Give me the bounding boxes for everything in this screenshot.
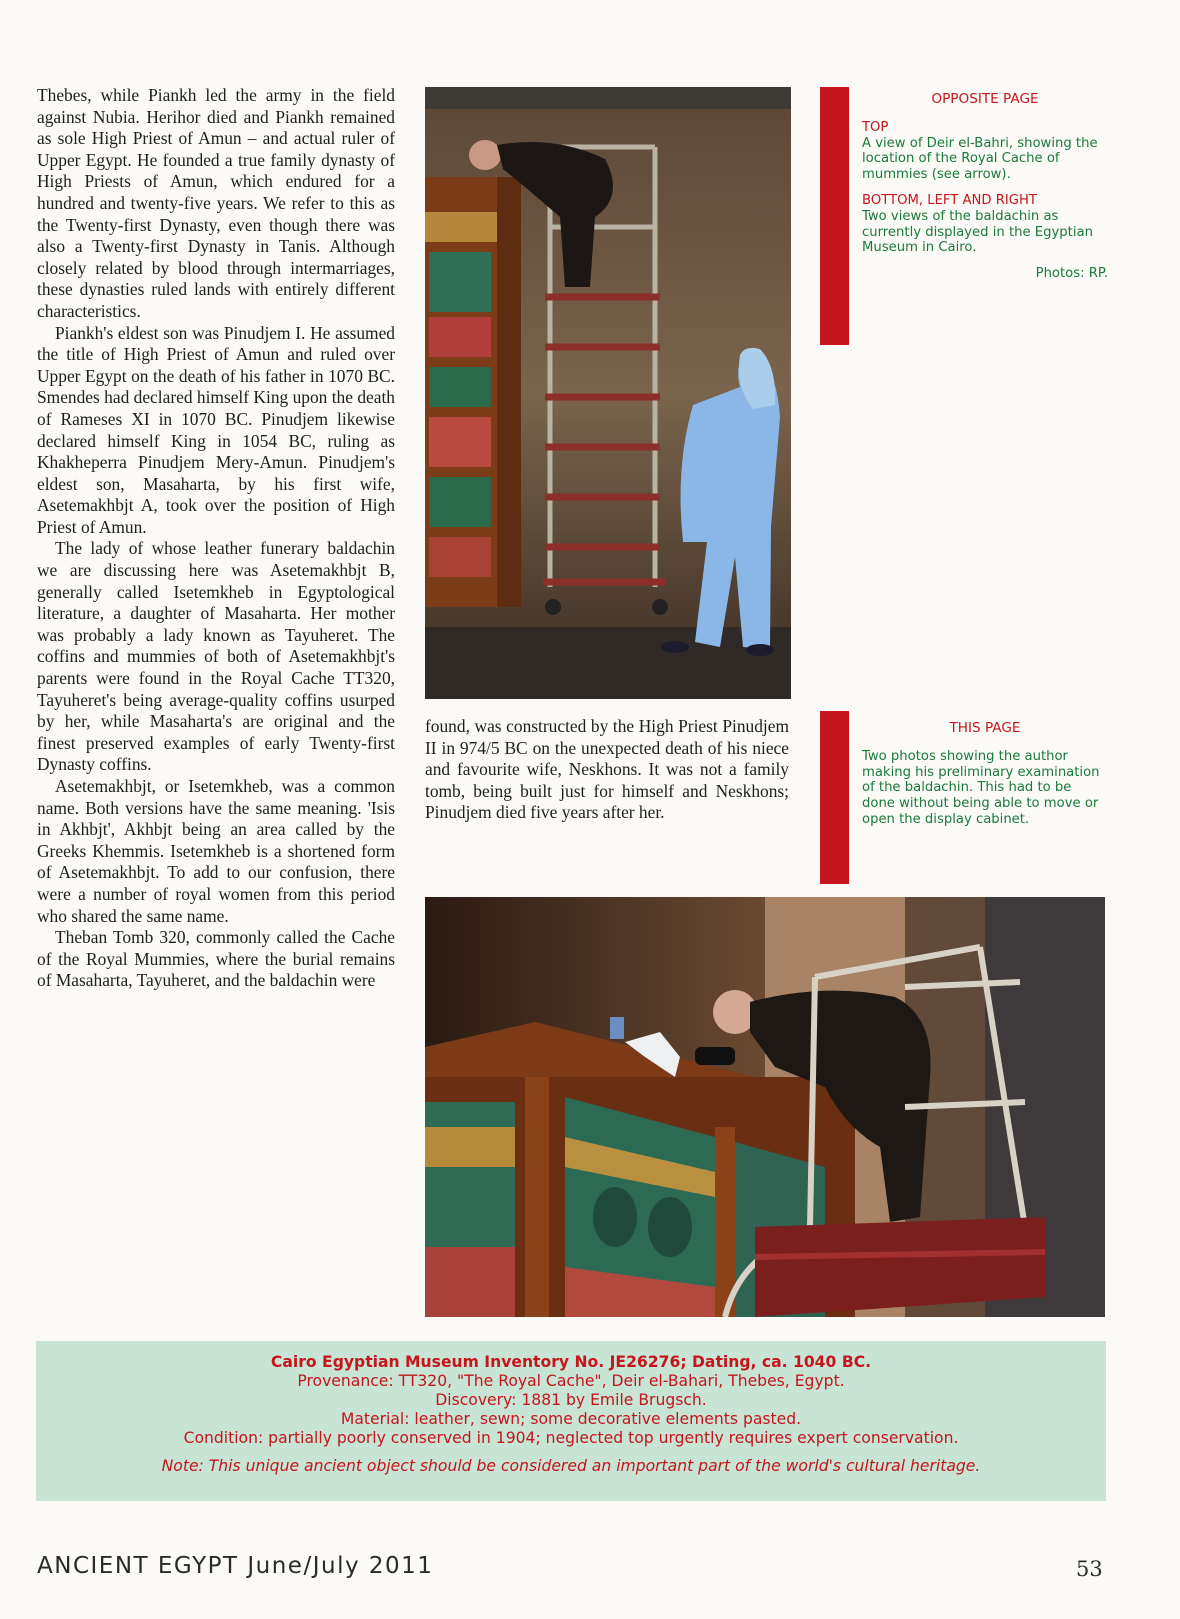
info-note: Note: This unique ancient object should be considered an important part of the world's cultural heritage. <box>161 1457 981 1475</box>
paragraph: Asetemakhbjt, or Isetemkheb, was a common name. Both versions have the same meaning. 'Isis in Akhbjt', Akhbjt being an area called by the Greeks Khemmis. Isetemkheb is a shortened form of Asetemakhbjt. To add to our confusion, there were a number of royal women from this period who shared the same name. <box>37 776 395 926</box>
paragraph: Thebes, while Piankh led the army in the field against Nubia. Herihor died and Piankh remained as sole High Priest of Amun – and actual ruler of Upper Egypt. He founded a true family dynasty of High Priests of Amun, which endured for a hundred and twenty-five years. We refer to this as the Twenty-first Dynasty, even though there was also a Twenty-first Dynasty in Tanis. Although closely related by blood through intermarriages, these dynasties ruled lands with entirely different characteristics. <box>37 85 395 321</box>
info-material: Material: leather, sewn; some decorative elements pasted. <box>340 1410 802 1428</box>
paragraph: The lady of whose leather funerary baldachin we are discussing here was Asetemakhbjt B, generally called Isetemkheb in Egyptological literature, a daughter of Masaharta. Her mother was probably a lady known as Tayuheret. The coffins and mummies of both of Asetemakhbjt's parents were found in the Royal Cache TT320, Tayuheret's being average-quality coffins usurped by her, while Masaharta's are original and the finest preserved examples of early Twenty-first Dynasty coffins. <box>37 538 395 775</box>
object-info-box <box>36 1341 1106 1501</box>
magazine-footer: ANCIENT EGYPT June/July 2011 <box>37 1553 434 1579</box>
info-condition: Condition: partially poorly conserved in 1904; neglected top urgently requires expert conservation. <box>183 1429 959 1447</box>
caption-opposite-page <box>862 92 1108 282</box>
caption-text: A view of Deir el-Bahri, showing the location of the Royal Cache of mummies (see arrow). <box>862 135 1098 183</box>
caption-this-page <box>862 721 1108 828</box>
photo-author-on-ladder <box>425 87 791 699</box>
caption-heading: THIS PAGE <box>949 720 1021 736</box>
photo-credit: Photos: RP. <box>1035 266 1108 282</box>
info-discovery: Discovery: 1881 by Emile Brugsch. <box>435 1391 707 1409</box>
caption-label: BOTTOM, LEFT AND RIGHT <box>862 192 1037 208</box>
caption-accent-bar <box>820 711 849 884</box>
page-number: 53 <box>1076 1557 1103 1581</box>
info-provenance: Provenance: TT320, "The Royal Cache", Deir el-Bahari, Thebes, Egypt. <box>297 1372 845 1390</box>
paragraph: Piankh's eldest son was Pinudjem I. He assumed the title of High Priest of Amun and ruled over Upper Egypt on the death of his father in 1070 BC. Smendes had declared himself King upon the death of Rameses XI in 1070 BC. Pinudjem likewise declared himself King in 1054 BC, ruling as Khakheperra Pinudjem Mery-Amun. Pinudjem's eldest son, Masaharta, by his first wife, Asetemakhbjt A, took over the position of High Priest of Amun. <box>37 322 395 537</box>
paragraph: Theban Tomb 320, commonly called the Cache of the Royal Mummies, where the burial remains of Masaharta, Tayuheret, and the baldachin were <box>37 927 395 991</box>
article-column-2 <box>425 716 789 824</box>
caption-label: TOP <box>862 119 889 135</box>
info-inventory: Cairo Egyptian Museum Inventory No. JE26276; Dating, ca. 1040 BC. <box>270 1353 872 1371</box>
article-column-1 <box>37 85 395 992</box>
caption-text: Two views of the baldachin as currently displayed in the Egyptian Museum in Cairo. <box>862 208 1093 256</box>
caption-text: Two photos showing the author making his preliminary examination of the baldachin. This had to be done without being able to move or open the display cabinet. <box>862 748 1100 827</box>
caption-heading: OPPOSITE PAGE <box>931 91 1039 107</box>
caption-accent-bar <box>820 87 849 345</box>
paragraph: found, was constructed by the High Priest Pinudjem II in 974/5 BC on the unexpected death of his niece and favourite wife, Neskhons. It was not a family tomb, being built just for himself and Neskhons; Pinudjem died five years after her. <box>425 716 789 823</box>
photo-author-examining-cabinet <box>425 897 1105 1317</box>
